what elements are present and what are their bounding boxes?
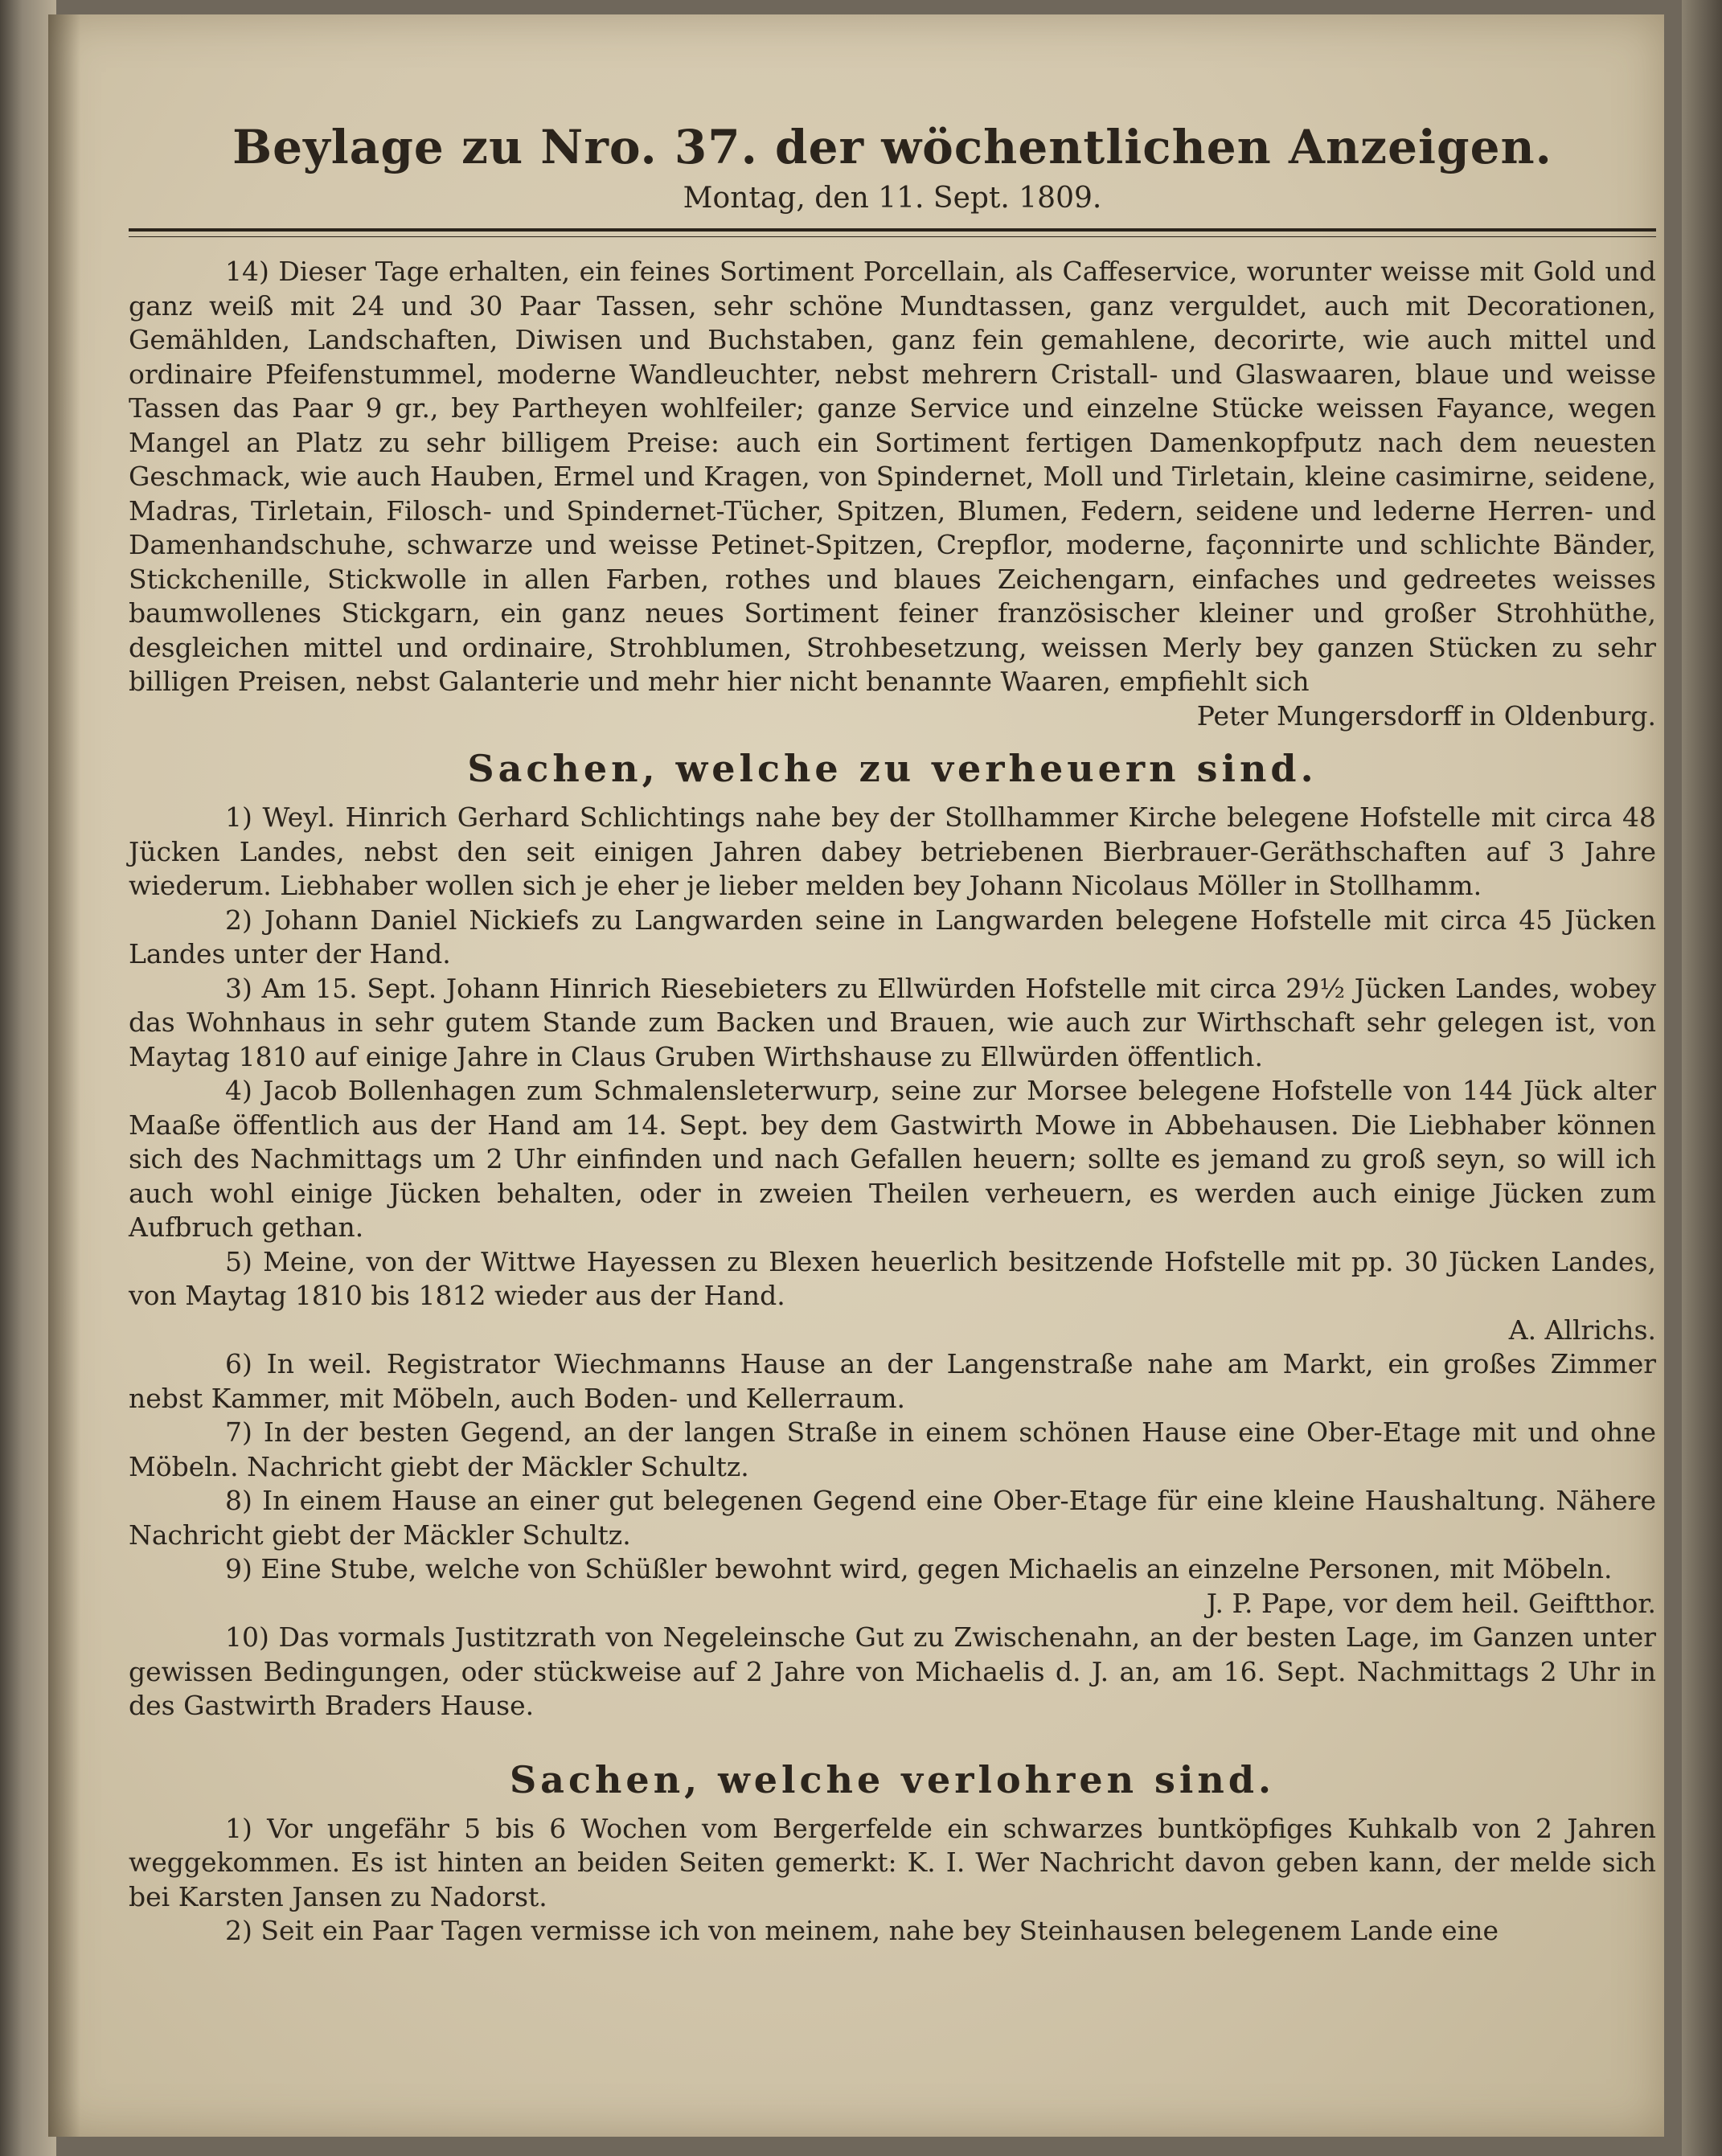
masthead-title: Beylage zu Nro. 37. der wöchentlichen Anzeigen. — [232, 120, 1552, 174]
ad-14-signature: Peter Mungersdorff in Oldenburg. — [1196, 699, 1656, 732]
ad-14-text: 14) Dieser Tage erhalten, ein feines Sortiment Porcellain, als Caffeservice, worunter weisse mit Gold und ganz weiß mit 24 und 30 Paar Tassen, sehr schöne Mundtassen, ganz verguldet, auch mit Decorationen, Gemählden, Landschaften, Diwisen und Buchstaben, ganz fein gemahlene, decorirte, wie auch mittel und ordinaire Pfeifenstummel, moderne Wandleuchter, nebst mehrern Cristall- und Glaswaaren, blaue und weisse Tassen das Paar 9 gr., bey Partheyen wohlfeiler; ganze Service und einzelne Stücke weissen Fayance, wegen Mangel an Platz zu sehr billigem Preise: auch ein Sortiment fertigen Damenkopfputz nach dem neuesten Geschmack, wie auch Hauben, Ermel und Kragen, von Spindernet, Moll und Tirletain, kleine casimirne, seidene, Madras, Tirletain, Filosch- und Spindernet-Tücher, Spitzen, Blumen, Federn, seidene und lederne Herren- und Damenhandschuhe, schwarze und weisse Petinet-Spitzen, Crepflor, moderne, façonnirte und schlichte Bänder, Stickchenille, Stickwolle in allen Farben, rothes und blaues Zeichengarn, einfaches und gedreetes weisses baumwollenes Stickgarn, ein ganz neues Sortiment feiner französischer kleiner und großer Strohhüthe, desgleichen mittel und ordinaire, Strohblumen, Strohbesetzung, weissen Merly bey ganzen Stücken zu sehr billigen Preisen, nebst Galanterie und mehr hier nicht benannte Waaren, empfiehlt sich — [129, 256, 1656, 697]
issue-date: Montag, den 11. Sept. 1809. — [683, 182, 1102, 215]
rent-item-5-signature: A. Allrichs. — [1508, 1314, 1656, 1346]
rent-item-3: 3) Am 15. Sept. Johann Hinrich Riesebieters zu Ellwürden Hofstelle mit circa 29½ Jücken Landes, wobey das Wohnhaus in sehr gutem Stande zum Backen und Brauen, wie auch zur Wirthschaft sehr gelegen ist, von Maytag 1810 auf einige Jahre in Claus Gruben Wirthshause zu Ellwürden öffentlich. — [129, 972, 1656, 1072]
scan-edge-right — [1682, 0, 1722, 2156]
rent-item-5: 5) Meine, von der Wittwe Hayessen zu Blexen heuerlich besitzende Hofstelle mit pp. 30 Jücken Landes, von Maytag 1810 bis 1812 wieder aus der Hand. — [129, 1245, 1656, 1311]
lost-item-1: 1) Vor ungefähr 5 bis 6 Wochen vom Bergerfelde ein schwarzes buntköpfiges Kuhkalb von 2 Jahren weggekommen. Es ist hinten an beiden Seiten gemerkt: K. I. Wer Nachricht davon geben kann, der melde sich bei Karsten Jansen zu Nadorst. — [129, 1812, 1656, 1912]
rent-item-2: 2) Johann Daniel Nickiefs zu Langwarden seine in Langwarden belegene Hofstelle mit circa 45 Jücken Landes unter der Hand. — [129, 904, 1656, 969]
section-heading-rent: Sachen, welche zu verheuern sind. — [467, 747, 1318, 790]
rent-item-6: 6) In weil. Registrator Wiechmanns Hause an der Langenstraße nahe am Markt, ein großes Zimmer nebst Kammer, mit Möbeln, auch Boden- und Kellerraum. — [129, 1348, 1656, 1414]
page-content — [129, 119, 1656, 1949]
rent-item-9: 9) Eine Stube, welche von Schüßler bewohnt wird, gegen Michaelis an einzelne Personen, mit Möbeln. — [225, 1553, 1613, 1584]
rent-item-9-signature: J. P. Pape, vor dem heil. Geiftthor. — [1206, 1587, 1656, 1619]
rent-item-7: 7) In der besten Gegend, an der langen Straße in einem schönen Hause eine Ober-Etage mit und ohne Möbeln. Nachricht giebt der Mäckler Schultz. — [129, 1416, 1656, 1482]
page-spine-shadow — [48, 14, 80, 2137]
rent-item-10: 10) Das vormals Justitzrath von Negeleinsche Gut zu Zwischenahn, an der besten Lage, im Ganzen unter gewissen Bedingungen, oder stückweise auf 2 Jahre von Michaelis d. J. an, am 16. Sept. Nachmittags 2 Uhr in des Gastwirth Braders Hause. — [129, 1621, 1656, 1721]
section-heading-lost: Sachen, welche verlohren sind. — [509, 1757, 1276, 1801]
lost-item-2: 2) Seit ein Paar Tagen vermisse ich von meinem, nahe bey Steinhausen belegenem Lande eine — [225, 1915, 1499, 1946]
header-rule — [129, 228, 1656, 237]
rent-item-4: 4) Jacob Bollenhagen zum Schmalensleterwurp, seine zur Morsee belegene Hofstelle von 144 Jück alter Maaße öffentlich aus der Hand am 14. Sept. bey dem Gastwirth Mowe in Abbehausen. Die Liebhaber können sich des Nachmittags um 2 Uhr einfinden und nach Gefallen heuern; sollte es jemand zu groß seyn, so will ich auch wohl einige Jücken behalten, oder in zweien Theilen verheuern, es werden auch einige Jücken zum Aufbruch gethan. — [129, 1075, 1656, 1243]
rent-item-1: 1) Weyl. Hinrich Gerhard Schlichtings nahe bey der Stollhammer Kirche belegene Hofstelle mit circa 48 Jücken Landes, nebst den seit einigen Jahren dabey betriebenen Bierbrauer-Geräthschaften auf 3 Jahre wiederum. Liebhaber wollen sich je eher je lieber melden bey Johann Nicolaus Möller in Stollhamm. — [129, 801, 1656, 901]
newspaper-page — [48, 14, 1664, 2137]
rent-item-8: 8) In einem Hause an einer gut belegenen Gegend eine Ober-Etage für eine kleine Haushaltung. Nähere Nachricht giebt der Mäckler Schultz. — [129, 1485, 1656, 1551]
